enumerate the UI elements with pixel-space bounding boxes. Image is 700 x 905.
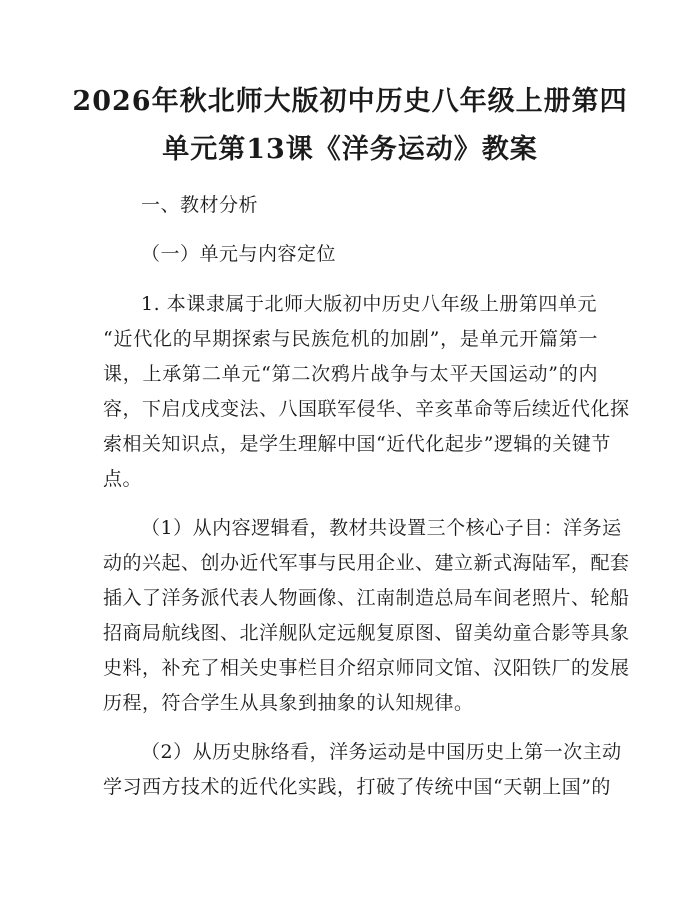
paragraph-1-line-6: 点。 <box>103 468 143 490</box>
paragraph-2-line-6: 历程，符合学生从具象到抽象的认知规律。 <box>103 692 474 714</box>
paragraph-1-line-3: 课，上承第二单元“第二次鸦片战争与太平天国运动”的内 <box>103 363 598 385</box>
section-heading: 一、教材分析 <box>141 194 259 216</box>
paragraph-3-line-1: （2）从历史脉络看，洋务运动是中国历史上第一次主动 <box>141 741 622 763</box>
paragraph-2-line-5: 史料，补充了相关史事栏目介绍京师同文馆、汉阳铁厂的发展 <box>103 657 630 679</box>
paragraph-1-line-5: 索相关知识点，是学生理解中国“近代化起步”逻辑的关键节 <box>103 433 611 455</box>
paragraph-1-line-2: “近代化的早期探索与民族危机的加剧”，是单元开篇第一 <box>103 328 598 350</box>
document-title-line-1: 2026年秋北师大版初中历史八年级上册第四 <box>72 86 628 117</box>
paragraph-2-line-1: （1）从内容逻辑看，教材共设置三个核心子目：洋务运 <box>141 517 622 539</box>
paragraph-2-line-4: 招商局航线图、北洋舰队定远舰复原图、留美幼童合影等具象 <box>103 622 630 644</box>
paragraph-3-line-2: 学习西方技术的近代化实践，打破了传统中国“天朝上国”的 <box>103 776 611 798</box>
document-title-line-2: 单元第13课《洋务运动》教案 <box>162 134 538 165</box>
paragraph-1-line-4: 容，下启戊戌变法、八国联军侵华、辛亥革命等后续近代化探 <box>103 398 630 420</box>
paragraph-2-line-3: 插入了洋务派代表人物画像、江南制造总局车间老照片、轮船 <box>103 587 630 609</box>
subsection-heading: （一）单元与内容定位 <box>141 243 337 265</box>
paragraph-2-line-2: 动的兴起、创办近代军事与民用企业、建立新式海陆军，配套 <box>103 552 630 574</box>
paragraph-1-line-1: 1. 本课隶属于北师大版初中历史八年级上册第四单元 <box>141 293 597 315</box>
